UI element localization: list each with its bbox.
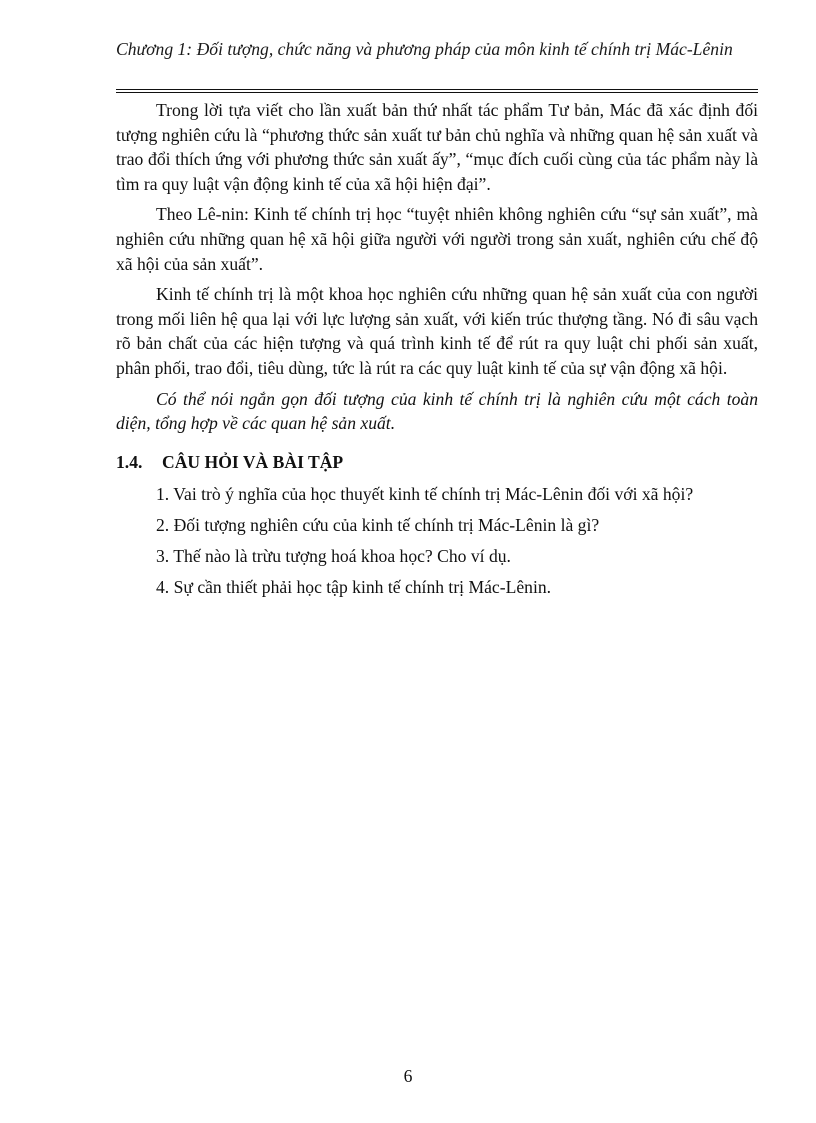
paragraph-3: Kinh tế chính trị là một khoa học nghiên cứu những quan hệ sản xuất của con người trong mối liên hệ qua lại với lực lượng sản xuất, với kiến trúc thượng tầng. Nó đi sâu vạch rõ bản chất của các hiện tượng và quá trình kinh tế để rút ra quy luật chi phối sản xuất, phân phối, trao đổi, tiêu dùng, tức là rút ra các quy luật kinh tế của sự vận động xã hội. (116, 284, 758, 378)
section-title: CÂU HỎI VÀ BÀI TẬP (162, 451, 344, 472)
running-header: Chương 1: Đối tượng, chức năng và phương pháp của môn kinh tế chính trị Mác-Lênin (116, 39, 733, 59)
section-heading (116, 450, 758, 474)
question-item: 1. Vai trò ý nghĩa của học thuyết kinh tế chính trị Mác-Lênin đối với xã hội? (156, 483, 694, 504)
question-list (116, 482, 758, 599)
section-number: 1.4. (116, 451, 143, 472)
page-number: 6 (403, 1066, 413, 1086)
header-rule (116, 89, 758, 93)
page-body (116, 98, 758, 606)
question-item: 4. Sự cần thiết phải học tập kinh tế chính trị Mác-Lênin. (156, 576, 552, 597)
question-item: 2. Đối tượng nghiên cứu của kinh tế chính trị Mác-Lênin là gì? (156, 514, 600, 535)
paragraph-2: Theo Lê-nin: Kinh tế chính trị học “tuyệt nhiên không nghiên cứu “sự sản xuất”, mà nghiên cứu những quan hệ xã hội giữa người với người trong sản xuất, nghiên cứu chế độ xã hội của sản xuất”. (116, 204, 758, 274)
paragraph-1: Trong lời tựa viết cho lần xuất bản thứ nhất tác phẩm Tư bản, Mác đã xác định đối tượng nghiên cứu là “phương thức sản xuất tư bản chủ nghĩa và những quan hệ sản xuất và trao đổi thích ứng với phương thức sản xuất ấy”, “mục đích cuối cùng của tác phẩm này là tìm ra quy luật vận động kinh tế của xã hội hiện đại”. (116, 100, 758, 194)
paragraph-4-summary: Có thể nói ngắn gọn đối tượng của kinh tế chính trị là nghiên cứu một cách toàn diện, tổng hợp về các quan hệ sản xuất. (116, 388, 758, 434)
question-item: 3. Thế nào là trừu tượng hoá khoa học? Cho ví dụ. (156, 545, 511, 566)
